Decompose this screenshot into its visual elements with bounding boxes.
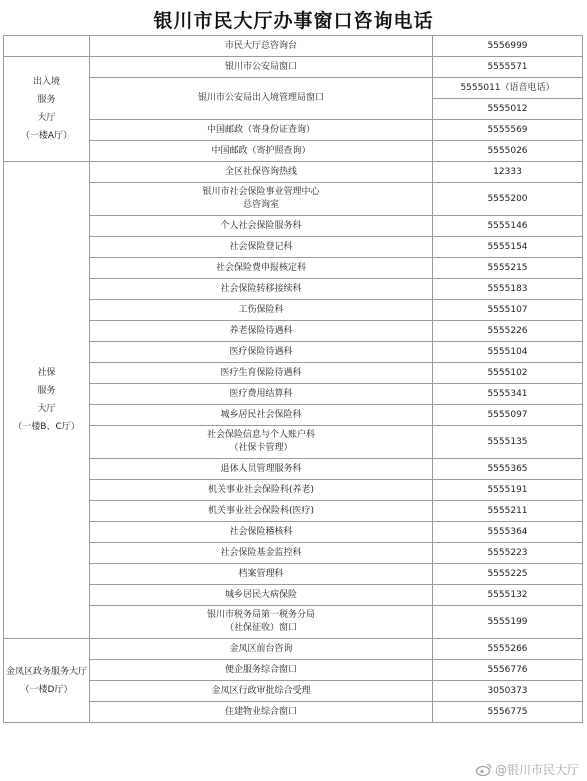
table-row: [4, 342, 583, 363]
window-name: [90, 183, 433, 216]
table-row: [4, 300, 583, 321]
window-name: [90, 681, 433, 702]
name-line: 医疗保险待遇科: [229, 346, 293, 357]
window-name: [90, 78, 433, 120]
window-name: [90, 480, 433, 501]
hall-label: （一楼B、C厅）: [13, 422, 80, 432]
phone-number: 3050373: [433, 681, 583, 702]
window-name: [90, 501, 433, 522]
name-line: 银川市公安局出入境管理局窗口: [197, 93, 324, 103]
window-name: [90, 300, 433, 321]
table-row: [4, 522, 583, 543]
hall-label: 社保: [37, 368, 56, 378]
name-line: 工伤保险科: [238, 304, 284, 315]
phone-number: 5555223: [433, 543, 583, 564]
phone-number: 5555569: [433, 120, 583, 141]
window-name: [90, 522, 433, 543]
window-name: [90, 660, 433, 681]
window-name: [90, 639, 433, 660]
window-name: [90, 459, 433, 480]
phone-number: 5555199: [433, 606, 583, 639]
hall-label: 出入境: [32, 77, 60, 87]
name-line: 医疗生育保险待遇科: [220, 367, 302, 378]
empty-cell: [4, 36, 90, 57]
phone-number: 5555211: [433, 501, 583, 522]
phone-number: 5555012: [433, 99, 583, 120]
watermark-text: @银川市民大厅: [494, 763, 579, 777]
name-line: 社会保险信息与个人账户科: [206, 430, 315, 440]
phone-number: 5556775: [433, 702, 583, 723]
name-line: 社会保险费申报核定科: [215, 262, 306, 273]
hall-label: 服务: [37, 95, 56, 105]
table-row: [4, 405, 583, 426]
name-line: 机关事业社会保险科(医疗): [207, 505, 315, 516]
phone-number: 5555225: [433, 564, 583, 585]
window-name: [90, 342, 433, 363]
phone-number: 5555183: [433, 279, 583, 300]
phone-number: 5555026: [433, 141, 583, 162]
name-line: 金凤区行政审批综合受理: [211, 685, 311, 696]
table-row: [4, 183, 583, 216]
phone-number: 5555364: [433, 522, 583, 543]
name-line: 养老保险待遇科: [229, 325, 293, 336]
table-row: [4, 384, 583, 405]
name-line: 中国邮政（寄护照查询）: [211, 145, 311, 156]
name-line: 社会保险稽核科: [229, 526, 293, 537]
name-line: 档案管理科: [238, 568, 284, 579]
hall-label: 大厅: [37, 113, 56, 123]
phone-number: 5555097: [433, 405, 583, 426]
window-name: [90, 426, 433, 459]
name-line: 社会保险登记科: [229, 241, 293, 252]
window-name: [90, 384, 433, 405]
table-row: [4, 258, 583, 279]
table-row: [4, 426, 583, 459]
phone-number: 5555200: [433, 183, 583, 216]
table-row: [4, 216, 583, 237]
name-line: （社保征收）窗口: [224, 623, 297, 633]
phone-number: 5555191: [433, 480, 583, 501]
name-line: 城乡居民社会保险科: [220, 409, 302, 420]
name-line: 总咨询室: [242, 200, 279, 210]
phone-number: 5555107: [433, 300, 583, 321]
window-name: 市民大厅总咨询台: [90, 36, 433, 57]
window-name: [90, 702, 433, 723]
name-line: 中国邮政（寄身份证查询）: [206, 124, 315, 135]
name-line: 金凤区前台咨询: [229, 643, 293, 654]
window-name: [90, 120, 433, 141]
window-name: [90, 57, 433, 78]
phone-number: 5555102: [433, 363, 583, 384]
table-row: [4, 585, 583, 606]
table-row: [4, 363, 583, 384]
phone-number: 5555104: [433, 342, 583, 363]
phone-number: 5555215: [433, 258, 583, 279]
phone-number: 5556999: [433, 36, 583, 57]
hall-label: （一楼A厅）: [20, 131, 73, 141]
name-line: 便企服务综合窗口: [224, 664, 297, 675]
phone-number: 5555132: [433, 585, 583, 606]
name-line: 住建物业综合窗口: [224, 706, 297, 717]
hall-name: [4, 639, 90, 723]
hall-label: 金凤区政务服务大厅: [6, 666, 88, 677]
table-row: [4, 681, 583, 702]
window-name: [90, 321, 433, 342]
name-line: 个人社会保险服务科: [220, 220, 302, 231]
table-row: [4, 543, 583, 564]
watermark: [476, 761, 579, 778]
table-row: [4, 606, 583, 639]
hall-label: （一楼D厅）: [20, 684, 73, 695]
hall-name: [4, 57, 90, 162]
phone-directory-table: [3, 35, 583, 723]
table-row: [4, 660, 583, 681]
hall-name: [4, 162, 90, 639]
table-row: [4, 501, 583, 522]
weibo-icon: [476, 763, 492, 776]
phone-number: 5555365: [433, 459, 583, 480]
name-line: （社保卡管理）: [229, 443, 293, 453]
table-row: [4, 702, 583, 723]
window-name: [90, 405, 433, 426]
name-line: 退休人员管理服务科: [220, 463, 302, 474]
window-name: [90, 258, 433, 279]
phone-number: 5556776: [433, 660, 583, 681]
phone-number: 5555226: [433, 321, 583, 342]
table-row: [4, 480, 583, 501]
name-line: 社会保险基金监控科: [220, 547, 302, 558]
window-name: [90, 585, 433, 606]
window-name: [90, 237, 433, 258]
phone-number: 5555135: [433, 426, 583, 459]
phone-number: 5555341: [433, 384, 583, 405]
phone-number: 5555011（语音电话）: [433, 78, 583, 99]
table-row: [4, 78, 583, 99]
phone-number: 5555266: [433, 639, 583, 660]
name-line: 银川市公安局窗口: [224, 61, 297, 72]
window-name: [90, 564, 433, 585]
page-title: 银川市民大厅办事窗口咨询电话: [153, 10, 434, 32]
hall-label: 服务: [37, 386, 56, 396]
name-line: 社会保险转移接续科: [220, 283, 302, 294]
phone-number: 12333: [433, 162, 583, 183]
table-row: [4, 564, 583, 585]
table-row: [4, 57, 583, 78]
window-name: [90, 216, 433, 237]
phone-number: 5555571: [433, 57, 583, 78]
name-line: 医疗费用结算科: [229, 388, 293, 399]
window-name: [90, 141, 433, 162]
table-row: [4, 120, 583, 141]
hall-label: 大厅: [37, 404, 56, 414]
phone-number: 5555154: [433, 237, 583, 258]
table-row: [4, 639, 583, 660]
table-row: [4, 162, 583, 183]
window-name: [90, 543, 433, 564]
window-name: [90, 606, 433, 639]
name-line: 城乡居民大病保险: [224, 589, 297, 600]
name-line: 机关事业社会保险科(养老): [207, 484, 315, 495]
table-row: [4, 36, 583, 57]
name-line: 银川市税务局第一税务分局: [206, 610, 315, 620]
name-line: 全区社保咨询热线: [224, 166, 297, 177]
name-line: 银川市社会保险事业管理中心: [202, 187, 320, 197]
table-row: [4, 141, 583, 162]
window-name: [90, 279, 433, 300]
table-row: [4, 237, 583, 258]
window-name: [90, 162, 433, 183]
table-row: [4, 279, 583, 300]
window-name: [90, 363, 433, 384]
phone-number: 5555146: [433, 216, 583, 237]
table-row: [4, 321, 583, 342]
table-row: [4, 459, 583, 480]
